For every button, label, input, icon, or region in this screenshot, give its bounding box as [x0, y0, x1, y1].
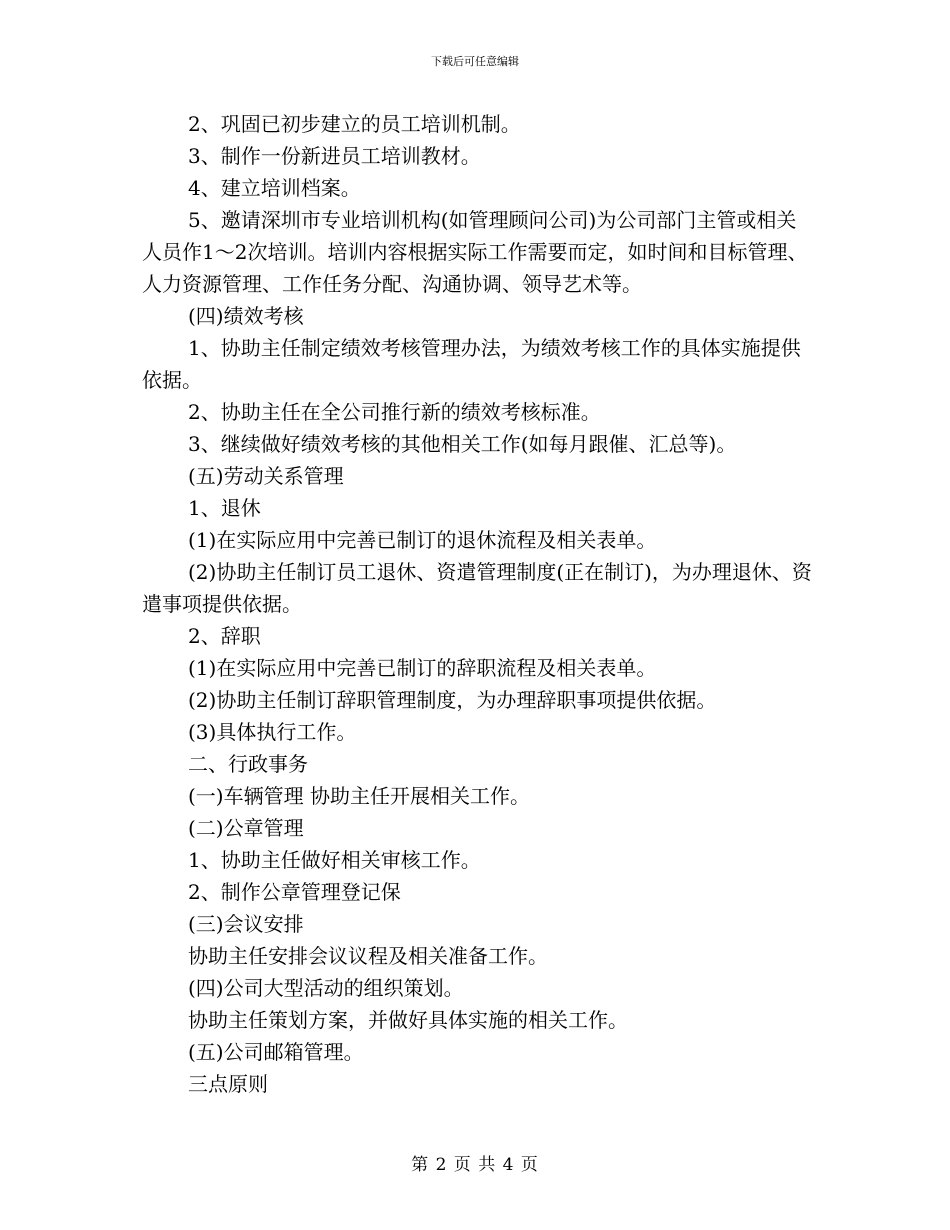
paragraph: 三点原则 — [188, 1072, 268, 1096]
paragraph: (3)具体执行工作。 — [188, 720, 357, 744]
paragraph: 3、继续做好绩效考核的其他相关工作(如每月跟催、汇总等)。 — [188, 432, 737, 456]
paragraph: 2、协助主任在全公司推行新的绩效考核标准。 — [188, 400, 601, 424]
paragraph: 1、协助主任制定绩效考核管理办法，为绩效考核工作的具体实施提供依据。 — [142, 336, 801, 392]
section-heading: (五)公司邮箱管理。 — [188, 1040, 364, 1064]
paragraph: 协助主任安排会议议程及相关准备工作。 — [188, 944, 548, 968]
section-heading: (三)会议安排 — [188, 912, 304, 936]
page-footer: 第 2 页 共 4 页 — [411, 1155, 539, 1175]
paragraph: 4、建立培训档案。 — [188, 176, 361, 200]
section-heading: (五)劳动关系管理 — [188, 464, 344, 488]
chapter-heading: 二、行政事务 — [188, 752, 308, 776]
paragraph: (2)协助主任制订员工退休、资遣管理制度(正在制订)，为办理退休、资遣事项提供依据。 — [142, 560, 812, 616]
paragraph: 协助主任策划方案，并做好具体实施的相关工作。 — [188, 1008, 628, 1032]
subsection-heading: 2、辞职 — [188, 624, 261, 648]
page-header: 下载后可任意编辑 — [431, 55, 519, 68]
paragraph: 1、协助主任做好相关审核工作。 — [188, 848, 481, 872]
paragraph: 5、邀请深圳市专业培训机构(如管理顾问公司)为公司部门主管或相关人员作1～2次培训。培训内容根据实际工作需要而定，如时间和目标管理、人力资源管理、工作任务分配、沟通协调、领导艺术等。 — [142, 208, 808, 296]
subsection-heading: 1、退休 — [188, 496, 261, 520]
section-heading: (四)绩效考核 — [188, 304, 304, 328]
document-body — [142, 108, 812, 1100]
section-heading: (一)车辆管理 协助主任开展相关工作。 — [188, 784, 530, 808]
section-heading: (四)公司大型活动的组织策划。 — [188, 976, 464, 1000]
paragraph: (1)在实际应用中完善已制订的辞职流程及相关表单。 — [188, 656, 657, 680]
paragraph: 2、制作公章管理登记保 — [188, 880, 401, 904]
paragraph: (1)在实际应用中完善已制订的退休流程及相关表单。 — [188, 528, 657, 552]
paragraph: (2)协助主任制订辞职管理制度，为办理辞职事项提供依据。 — [188, 688, 717, 712]
paragraph: 2、巩固已初步建立的员工培训机制。 — [188, 112, 521, 136]
section-heading: (二)公章管理 — [188, 816, 304, 840]
paragraph: 3、制作一份新进员工培训教材。 — [188, 144, 481, 168]
